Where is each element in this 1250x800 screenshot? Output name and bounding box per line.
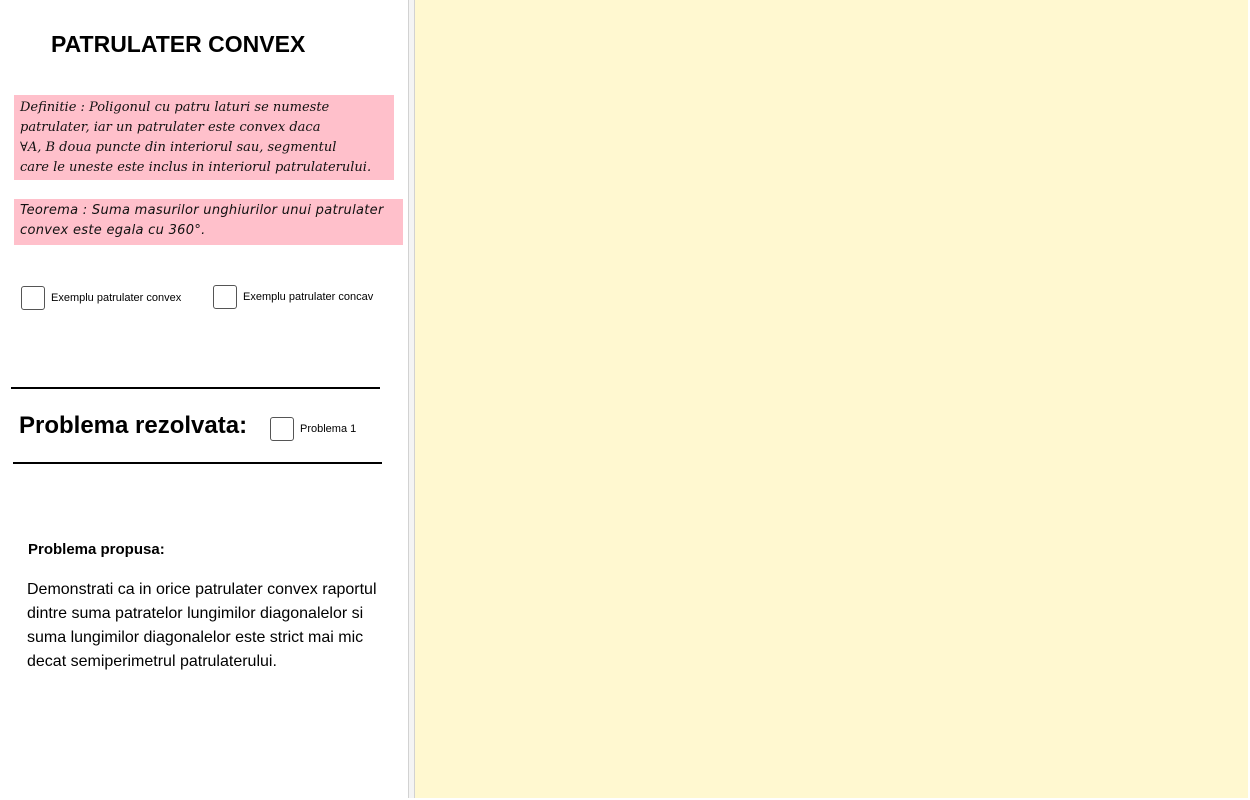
convex-example-checkbox[interactable] — [21, 286, 45, 310]
convex-example-label[interactable]: Exemplu patrulater convex — [51, 292, 182, 304]
definition-line: patrulater, iar un patrulater este convex daca — [20, 120, 321, 135]
definition-line: ∀A, B doua puncte din interiorul sau, segmentul — [20, 140, 337, 155]
page-title: PATRULATER CONVEX — [51, 31, 306, 57]
graphics-view[interactable] — [415, 0, 1248, 798]
concave-example-label[interactable]: Exemplu patrulater concav — [243, 291, 374, 303]
concave-example-checkbox[interactable] — [213, 285, 237, 309]
solved-problem-title: Problema rezolvata: — [19, 412, 248, 439]
theorem-box — [14, 199, 403, 245]
definition-box — [14, 95, 394, 180]
theorem-line: Teorema : Suma masurilor unghiurilor unui patrulater — [20, 203, 384, 218]
theorem-line: convex este egala cu 360°. — [20, 223, 206, 238]
proposed-problem-text: Demonstrati ca in orice patrulater convex raportul dintre suma patratelor lungimilor diagonalelor si suma lungimilor diagonalelor este strict mai mic decat semiperimetrul patrulaterului. — [27, 581, 377, 670]
section-divider-bottom — [13, 462, 382, 464]
algebra-panel — [0, 0, 408, 800]
section-divider-top — [11, 387, 380, 389]
problem-1-checkbox[interactable] — [270, 417, 294, 441]
proposed-problem-title: Problema propusa: — [28, 541, 165, 558]
problem-1-label[interactable]: Problema 1 — [300, 423, 357, 435]
definition-line: Definitie : Poligonul cu patru laturi se numeste — [20, 100, 330, 115]
panel-splitter[interactable] — [408, 0, 415, 798]
definition-line: care le uneste este inclus in interiorul patrulaterului. — [20, 160, 372, 175]
